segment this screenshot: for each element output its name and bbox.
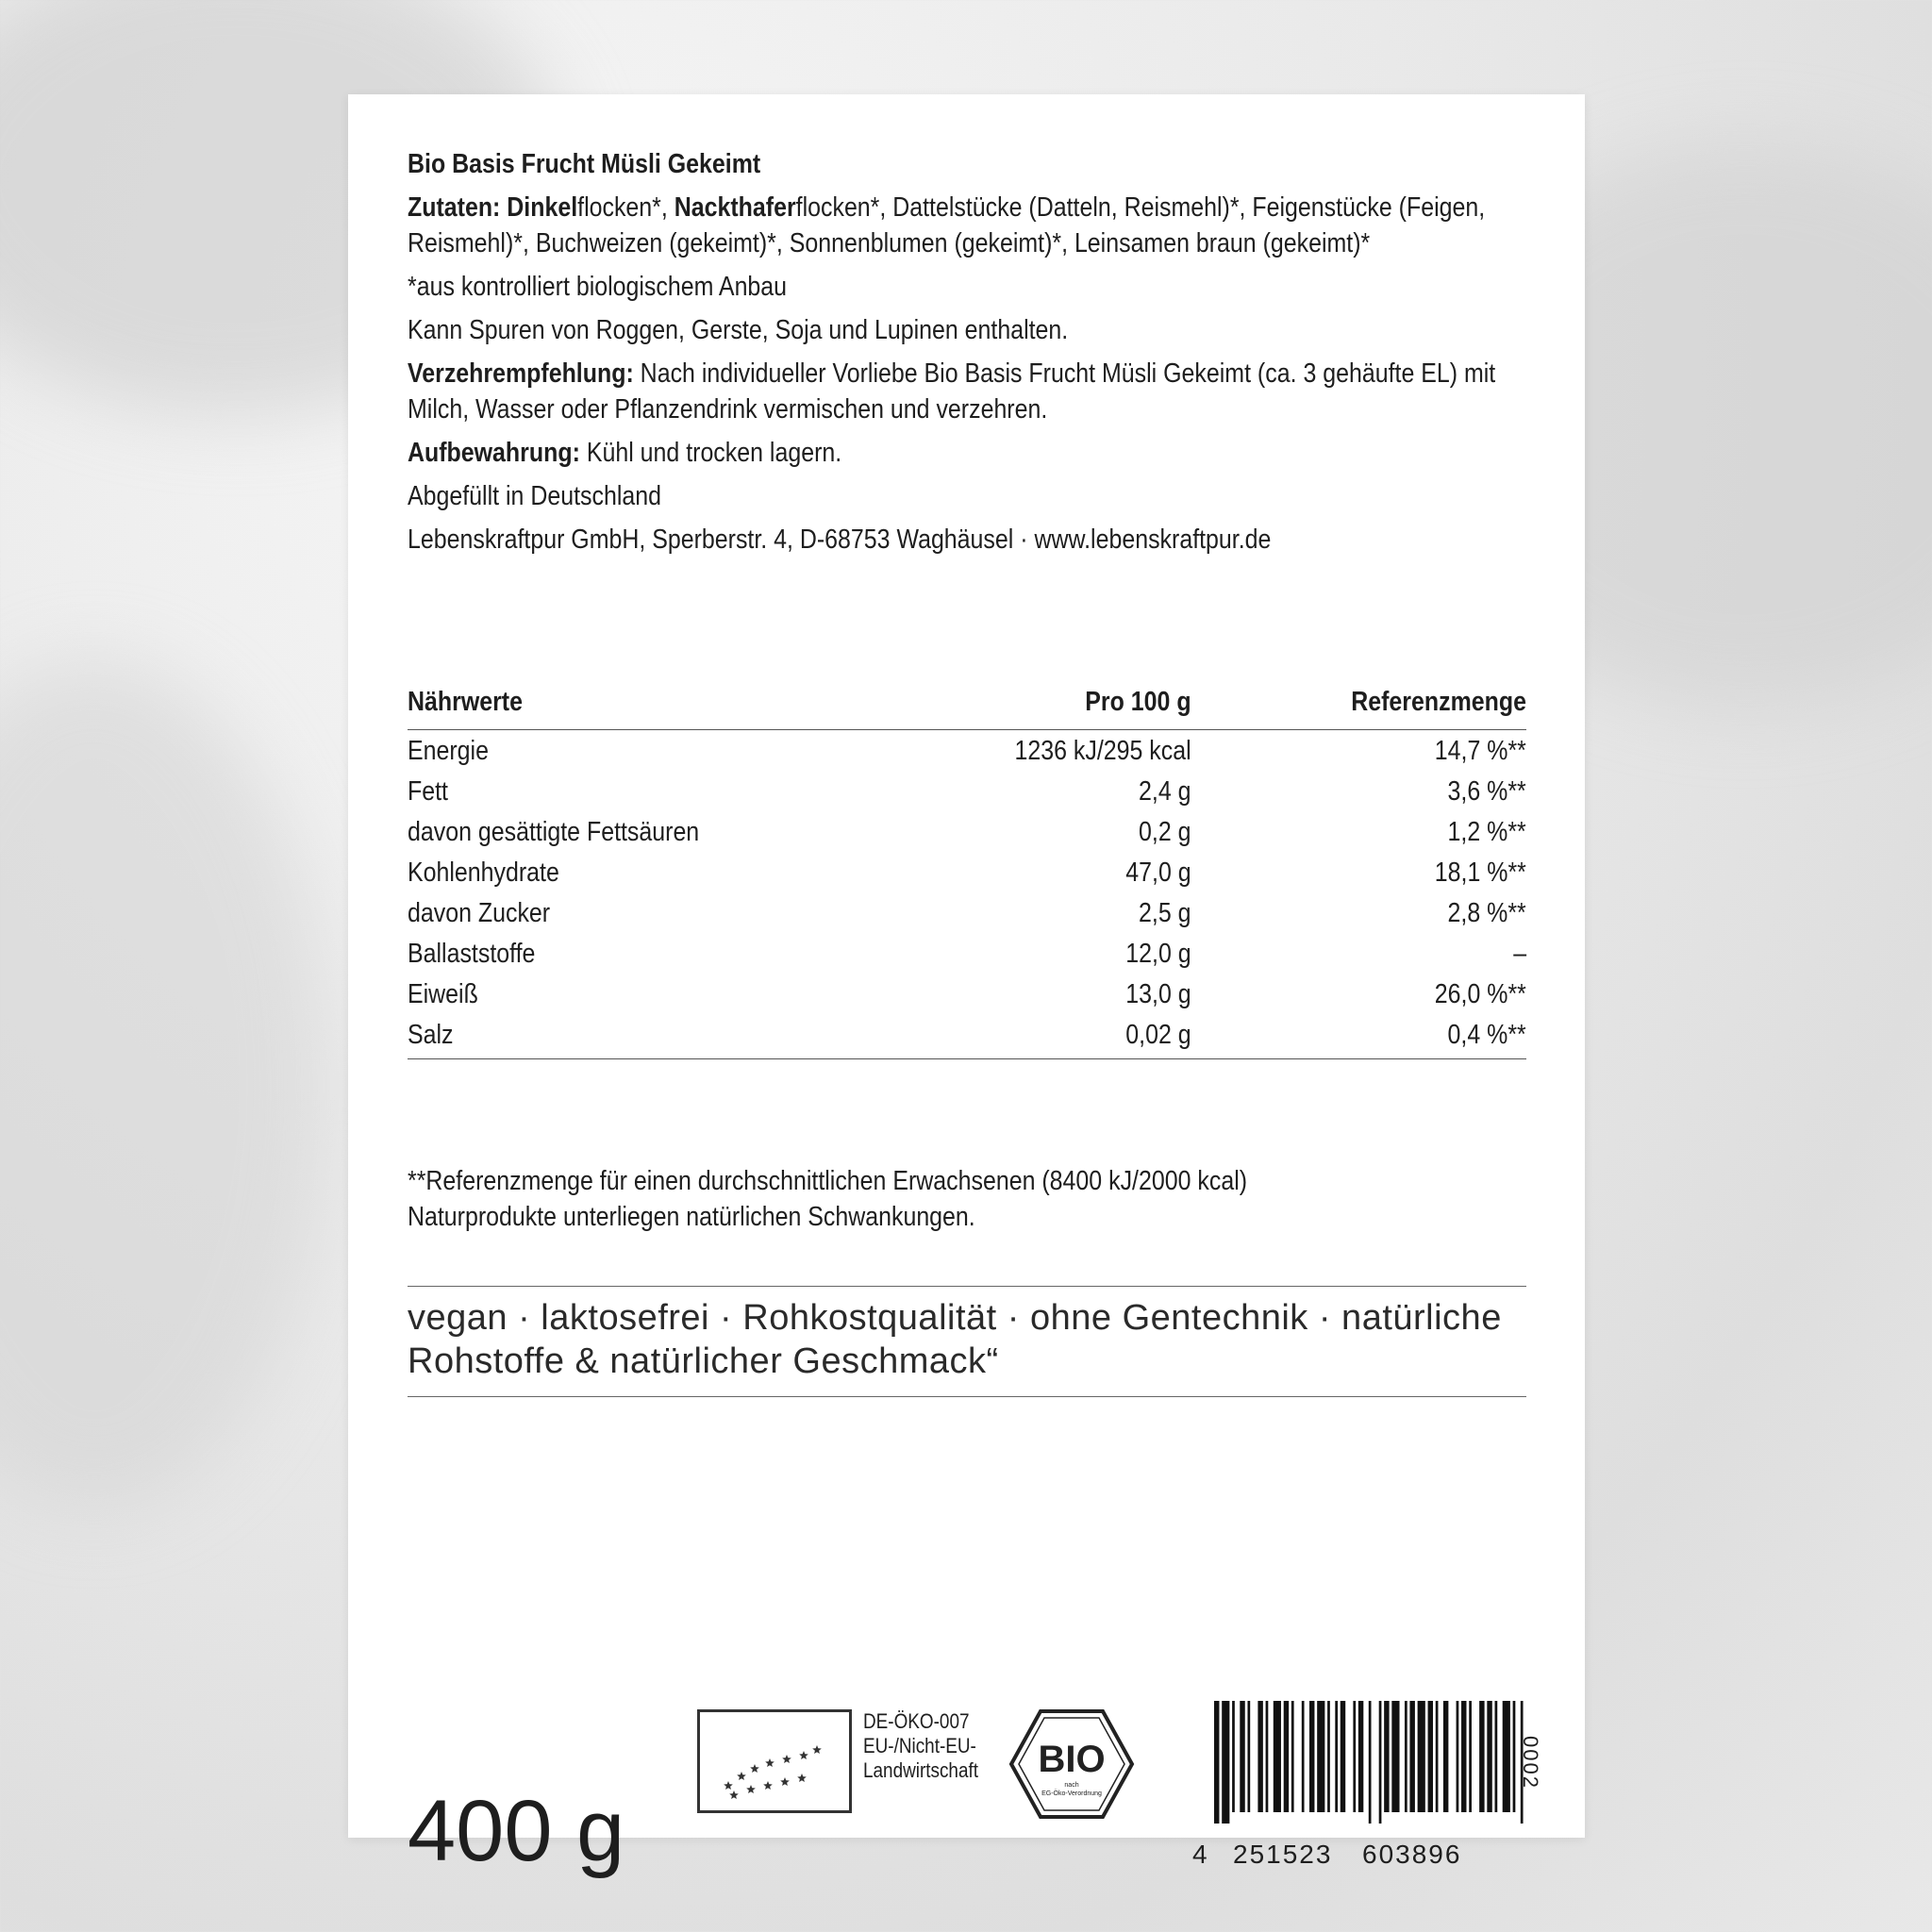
bio-seal-sub: nach (1064, 1782, 1079, 1789)
barcode-bar (1341, 1701, 1345, 1812)
nutrition-header-per100: Pro 100 g (1084, 687, 1191, 717)
barcode-bar (1457, 1701, 1459, 1812)
barcode-bar (1428, 1701, 1433, 1812)
eu-origin-line: EU-/Nicht-EU- (863, 1734, 976, 1757)
eu-star-icon (799, 1751, 808, 1759)
background-shadow (0, 660, 330, 1509)
nutrient-reference: 14,7 %** (1434, 736, 1526, 766)
barcode-addon: 0002 (1519, 1736, 1542, 1790)
barcode-bar (1384, 1701, 1389, 1812)
barcode-bar (1284, 1701, 1289, 1812)
barcode-bar (1240, 1701, 1244, 1812)
product-label (348, 94, 1585, 1879)
nutrient-reference: 0,4 %** (1447, 1020, 1526, 1050)
bio-seal-icon (1008, 1707, 1135, 1821)
nutrient-per100: 13,0 g (1124, 979, 1191, 1009)
nutrient-per100: 12,0 g (1124, 939, 1191, 969)
nutrition-row (408, 1014, 1526, 1059)
nutrition-table (408, 681, 1526, 1059)
barcode-bar (1353, 1701, 1356, 1812)
recommendation-label: Verzehrempfehlung: (408, 358, 634, 389)
storage (408, 435, 1526, 471)
eu-origin-line: Landwirtschaft (863, 1758, 978, 1782)
barcode-bar (1513, 1701, 1516, 1812)
nutrient-name: davon gesättigte Fettsäuren (408, 817, 700, 847)
ingredient-highlight: Nackthafer (674, 192, 796, 223)
bio-seal-sub: EG-Öko-Verordnung (1041, 1790, 1102, 1797)
net-weight: 400 g (408, 1783, 625, 1879)
barcode-bar (1503, 1701, 1510, 1812)
nutrient-name: Ballaststoffe (408, 939, 536, 969)
ingredients (408, 190, 1526, 261)
barcode-bar (1369, 1701, 1372, 1824)
eu-star-icon (797, 1774, 807, 1782)
barcode-bar (1358, 1701, 1363, 1812)
nutrition-row (408, 730, 1526, 772)
storage-text: Kühl und trocken lagern. (586, 438, 842, 468)
barcode (1214, 1701, 1528, 1824)
nutrition-row (408, 933, 1526, 974)
eu-star-icon (729, 1790, 739, 1799)
barcode-bar (1291, 1701, 1294, 1812)
nutrition-row (408, 771, 1526, 811)
barcode-bar (1214, 1701, 1219, 1824)
eu-star-icon (780, 1777, 790, 1786)
eu-star-icon (782, 1755, 791, 1763)
eu-star-icon (737, 1772, 746, 1780)
product-title: Bio Basis Frucht Müsli Gekeimt (408, 149, 761, 179)
barcode-bar (1257, 1701, 1262, 1812)
barcode-first-digit: 4 (1192, 1840, 1208, 1869)
nutrient-name: Kohlenhydrate (408, 858, 559, 888)
storage-label: Aufbewahrung: (408, 438, 580, 468)
eu-leaf-stars-icon (700, 1712, 849, 1810)
barcode-bar (1469, 1701, 1472, 1812)
barcode-bar (1479, 1701, 1484, 1812)
eu-star-icon (763, 1781, 773, 1790)
barcode-bar (1487, 1701, 1491, 1812)
nutrient-per100: 0,02 g (1124, 1020, 1191, 1050)
origin: Abgefüllt in Deutschland (408, 481, 661, 511)
barcode-bar (1405, 1701, 1407, 1812)
ingredient-text: flocken*, (577, 192, 675, 223)
barcode-bar (1461, 1701, 1466, 1812)
barcode-bar (1317, 1701, 1324, 1812)
barcode-bar (1302, 1701, 1305, 1812)
nutrient-per100: 0,2 g (1138, 817, 1191, 847)
nutrient-name: Eiweiß (408, 979, 478, 1009)
nutrient-per100: 2,4 g (1138, 776, 1191, 807)
ingredient-text: flocken*, Dattelstücke (Datteln, Reismehl)*, Feigenstücke (Feigen, Reismehl)*, Buchweizen (gekeimt)*, Sonnenblumen (gekeimt)*, Leinsamen braun (gekeimt)* (408, 192, 1486, 258)
barcode-bar (1309, 1701, 1314, 1812)
nutrient-reference: 2,8 %** (1447, 898, 1526, 928)
nutrient-reference: 1,2 %** (1447, 817, 1526, 847)
product-claims: vegan · laktosefrei · Rohkostqualität · ohne Gentechnik · natürliche Rohstoffe & natürlicher Geschmack“ (408, 1286, 1526, 1397)
nutrition-row (408, 811, 1526, 852)
nutrient-name: Energie (408, 736, 489, 766)
variation-note: Naturprodukte unterliegen natürlichen Schwankungen. (408, 1202, 975, 1232)
barcode-bar (1418, 1701, 1425, 1812)
nutrient-per100: 2,5 g (1138, 898, 1191, 928)
nutrition-row (408, 974, 1526, 1014)
barcode-bar (1266, 1701, 1269, 1812)
allergen-note: Kann Spuren von Roggen, Gerste, Soja und Lupinen enthalten. (408, 315, 1069, 345)
bio-seal-word: BIO (1038, 1739, 1106, 1780)
barcode-group-1: 251523 (1233, 1840, 1333, 1869)
nutrition-header-ref: Referenzmenge (1351, 687, 1526, 717)
eu-certification-text (863, 1709, 997, 1783)
organic-note: *aus kontrolliert biologischem Anbau (408, 272, 788, 302)
nutrient-reference: – (1513, 939, 1526, 969)
nutrition-footnotes (408, 1163, 1526, 1235)
barcode-group-2: 603896 (1362, 1840, 1462, 1869)
barcode-bar (1409, 1701, 1414, 1812)
eu-organic-logo (697, 1709, 852, 1813)
ingredient-highlight: Dinkel (507, 192, 578, 223)
eu-star-icon (812, 1745, 822, 1754)
nutrient-name: Fett (408, 776, 448, 807)
barcode-bar (1495, 1701, 1498, 1812)
eu-star-icon (765, 1758, 774, 1767)
nutrient-per100: 47,0 g (1124, 858, 1191, 888)
nutrient-reference: 18,1 %** (1434, 858, 1526, 888)
barcode-bar (1335, 1701, 1338, 1812)
barcode-bar (1247, 1701, 1250, 1812)
barcode-bar (1443, 1701, 1448, 1812)
barcode-bar (1222, 1701, 1229, 1824)
barcode-bar (1232, 1701, 1235, 1812)
eu-star-icon (746, 1785, 756, 1793)
nutrient-reference: 3,6 %** (1447, 776, 1526, 807)
nutrient-name: Salz (408, 1020, 454, 1050)
nutrition-header-row (408, 681, 1526, 730)
barcode-bar (1274, 1701, 1281, 1812)
nutrition-header-name: Nährwerte (408, 687, 523, 717)
nutrient-per100: 1236 kJ/295 kcal (1014, 736, 1191, 766)
ingredients-label: Zutaten: (408, 192, 501, 223)
eu-star-icon (724, 1781, 733, 1790)
recommendation-text: Nach individueller Vorliebe Bio Basis Frucht Müsli Gekeimt (ca. 3 gehäufte EL) mit Milch, Wasser oder Pflanzendrink vermischen und verzehren. (408, 358, 1496, 425)
reference-footnote: **Referenzmenge für einen durchschnittlichen Erwachsenen (8400 kJ/2000 kcal) (408, 1166, 1248, 1196)
nutrient-reference: 26,0 %** (1434, 979, 1526, 1009)
barcode-bar (1436, 1701, 1439, 1812)
nutrition-row (408, 892, 1526, 933)
eu-star-icon (750, 1764, 759, 1773)
nutrition-row (408, 852, 1526, 892)
nutrient-name: davon Zucker (408, 898, 551, 928)
eu-control-code: DE-ÖKO-007 (863, 1709, 970, 1733)
barcode-bar (1327, 1701, 1330, 1812)
recommendation (408, 356, 1526, 427)
company-address: Lebenskraftpur GmbH, Sperberstr. 4, D-68753 Waghäusel · www.lebenskraftpur.de (408, 525, 1272, 555)
barcode-bar (1391, 1701, 1399, 1812)
barcode-bar (1379, 1701, 1382, 1824)
product-info (408, 146, 1526, 565)
